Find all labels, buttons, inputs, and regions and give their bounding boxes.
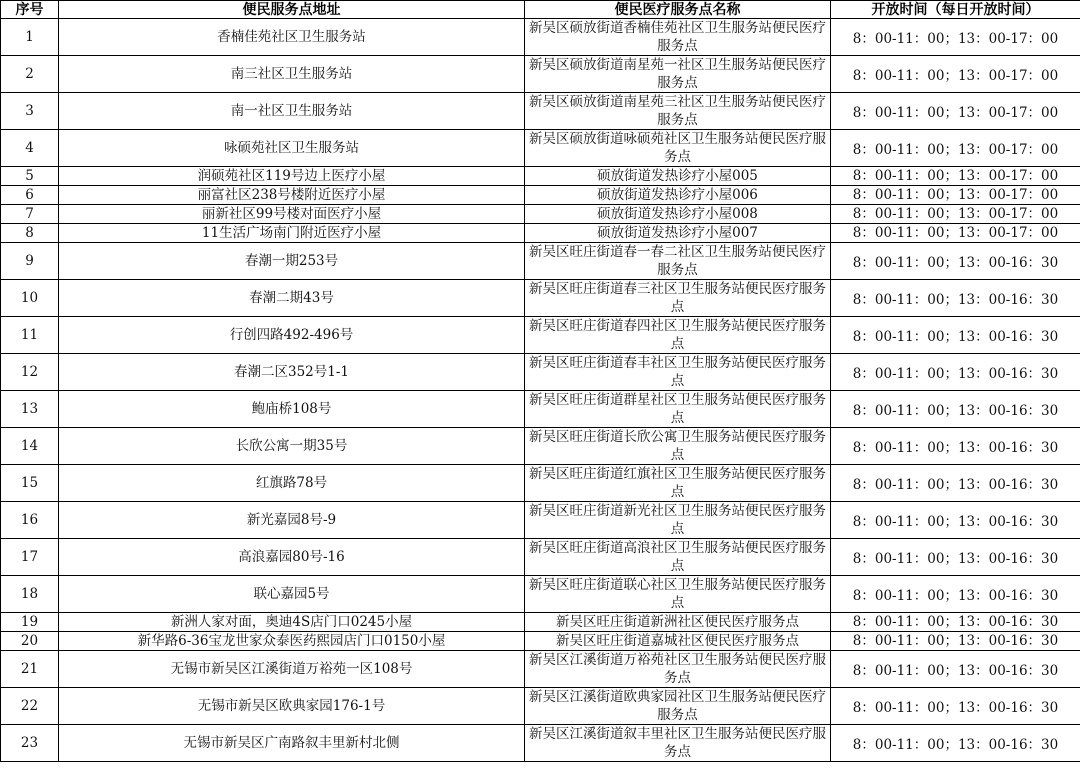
cell-opening-hours: 8：00-11：00；13：00-17：00 xyxy=(831,167,1080,186)
cell-service-point-name: 新吴区江溪街道万裕苑社区卫生服务站便民医疗服务点 xyxy=(525,651,831,688)
cell-address: 咏硕苑社区卫生服务站 xyxy=(59,130,525,167)
table-row xyxy=(1,502,1080,539)
table-row xyxy=(1,130,1080,167)
cell-address: 高浪嘉园80号-16 xyxy=(59,539,525,576)
table-row xyxy=(1,688,1080,725)
cell-address: 新洲人家对面，奥迪4S店门口0245小屋 xyxy=(59,613,525,632)
cell-index: 21 xyxy=(1,651,59,688)
cell-opening-hours: 8：00-11：00；13：00-17：00 xyxy=(831,130,1080,167)
cell-opening-hours: 8：00-11：00；13：00-16：30 xyxy=(831,428,1080,465)
table-row xyxy=(1,539,1080,576)
table-row xyxy=(1,725,1080,762)
cell-address: 丽富社区238号楼附近医疗小屋 xyxy=(59,186,525,205)
cell-service-point-name: 新吴区旺庄街道春三社区卫生服务站便民医疗服务点 xyxy=(525,280,831,317)
cell-service-point-name: 新吴区旺庄街道高浪社区卫生服务站便民医疗服务点 xyxy=(525,539,831,576)
table-row xyxy=(1,576,1080,613)
cell-address: 11生活广场南门附近医疗小屋 xyxy=(59,224,525,243)
cell-address: 丽新社区99号楼对面医疗小屋 xyxy=(59,205,525,224)
cell-opening-hours: 8：00-11：00；13：00-16：30 xyxy=(831,688,1080,725)
cell-opening-hours: 8：00-11：00；13：00-16：30 xyxy=(831,354,1080,391)
cell-index: 3 xyxy=(1,93,59,130)
cell-opening-hours: 8：00-11：00；13：00-17：00 xyxy=(831,19,1080,56)
cell-opening-hours: 8：00-11：00；13：00-16：30 xyxy=(831,317,1080,354)
cell-index: 18 xyxy=(1,576,59,613)
table-row xyxy=(1,465,1080,502)
cell-index: 16 xyxy=(1,502,59,539)
cell-address: 新光嘉园8号-9 xyxy=(59,502,525,539)
cell-address: 春潮一期253号 xyxy=(59,243,525,280)
cell-service-point-name: 硕放街道发热诊疗小屋007 xyxy=(525,224,831,243)
cell-opening-hours: 8：00-11：00；13：00-17：00 xyxy=(831,205,1080,224)
cell-index: 11 xyxy=(1,317,59,354)
table-row xyxy=(1,613,1080,632)
cell-address: 润硕苑社区119号边上医疗小屋 xyxy=(59,167,525,186)
cell-opening-hours: 8：00-11：00；13：00-16：30 xyxy=(831,243,1080,280)
cell-opening-hours: 8：00-11：00；13：00-16：30 xyxy=(831,632,1080,651)
cell-opening-hours: 8：00-11：00；13：00-17：00 xyxy=(831,186,1080,205)
cell-service-point-name: 新吴区旺庄街道春一春二社区卫生服务站便民医疗服务点 xyxy=(525,243,831,280)
cell-address: 南三社区卫生服务站 xyxy=(59,56,525,93)
table-header-row xyxy=(1,1,1080,19)
header-index: 序号 xyxy=(1,1,59,19)
cell-opening-hours: 8：00-11：00；13：00-17：00 xyxy=(831,93,1080,130)
cell-opening-hours: 8：00-11：00；13：00-16：30 xyxy=(831,725,1080,762)
table-row xyxy=(1,632,1080,651)
cell-service-point-name: 新吴区硕放街道香楠佳苑社区卫生服务站便民医疗服务点 xyxy=(525,19,831,56)
cell-index: 17 xyxy=(1,539,59,576)
table-row xyxy=(1,93,1080,130)
table-row xyxy=(1,428,1080,465)
cell-index: 22 xyxy=(1,688,59,725)
cell-address: 长欣公寓一期35号 xyxy=(59,428,525,465)
cell-index: 7 xyxy=(1,205,59,224)
cell-service-point-name: 新吴区旺庄街道新洲社区便民医疗服务点 xyxy=(525,613,831,632)
cell-opening-hours: 8：00-11：00；13：00-16：30 xyxy=(831,465,1080,502)
cell-service-point-name: 新吴区旺庄街道红旗社区卫生服务站便民医疗服务点 xyxy=(525,465,831,502)
cell-service-point-name: 硕放街道发热诊疗小屋005 xyxy=(525,167,831,186)
table-row xyxy=(1,186,1080,205)
cell-index: 12 xyxy=(1,354,59,391)
cell-address: 新华路6-36宝龙世家众泰医药熙园店门口0150小屋 xyxy=(59,632,525,651)
cell-opening-hours: 8：00-11：00；13：00-16：30 xyxy=(831,391,1080,428)
cell-address: 春潮二期43号 xyxy=(59,280,525,317)
cell-opening-hours: 8：00-11：00；13：00-17：00 xyxy=(831,224,1080,243)
header-address: 便民服务点地址 xyxy=(59,1,525,19)
cell-index: 23 xyxy=(1,725,59,762)
cell-service-point-name: 新吴区硕放街道南星苑三社区卫生服务站便民医疗服务点 xyxy=(525,93,831,130)
header-service-point-name: 便民医疗服务点名称 xyxy=(525,1,831,19)
cell-service-point-name: 新吴区旺庄街道春丰社区卫生服务站便民医疗服务点 xyxy=(525,354,831,391)
cell-service-point-name: 新吴区旺庄街道新光社区卫生服务站便民医疗服务点 xyxy=(525,502,831,539)
cell-service-point-name: 硕放街道发热诊疗小屋008 xyxy=(525,205,831,224)
cell-index: 19 xyxy=(1,613,59,632)
table-row xyxy=(1,317,1080,354)
table-row xyxy=(1,651,1080,688)
cell-address: 行创四路492-496号 xyxy=(59,317,525,354)
table-row xyxy=(1,19,1080,56)
table-row xyxy=(1,56,1080,93)
cell-index: 1 xyxy=(1,19,59,56)
cell-service-point-name: 新吴区旺庄街道春四社区卫生服务站便民医疗服务点 xyxy=(525,317,831,354)
table-row xyxy=(1,224,1080,243)
table-body xyxy=(1,19,1080,762)
cell-address: 红旗路78号 xyxy=(59,465,525,502)
table-row xyxy=(1,167,1080,186)
cell-index: 14 xyxy=(1,428,59,465)
cell-opening-hours: 8：00-11：00；13：00-16：30 xyxy=(831,576,1080,613)
cell-index: 8 xyxy=(1,224,59,243)
cell-service-point-name: 新吴区江溪街道叙丰里社区卫生服务站便民医疗服务点 xyxy=(525,725,831,762)
cell-address: 联心嘉园5号 xyxy=(59,576,525,613)
cell-service-point-name: 新吴区硕放街道咏硕苑社区卫生服务站便民医疗服务点 xyxy=(525,130,831,167)
cell-index: 10 xyxy=(1,280,59,317)
table-row xyxy=(1,354,1080,391)
table-row xyxy=(1,205,1080,224)
cell-opening-hours: 8：00-11：00；13：00-16：30 xyxy=(831,280,1080,317)
table-row xyxy=(1,243,1080,280)
cell-index: 13 xyxy=(1,391,59,428)
cell-address: 鲍庙桥108号 xyxy=(59,391,525,428)
table-row xyxy=(1,280,1080,317)
cell-service-point-name: 新吴区旺庄街道长欣公寓卫生服务站便民医疗服务点 xyxy=(525,428,831,465)
cell-address: 香楠佳苑社区卫生服务站 xyxy=(59,19,525,56)
cell-index: 4 xyxy=(1,130,59,167)
cell-index: 15 xyxy=(1,465,59,502)
cell-opening-hours: 8：00-11：00；13：00-16：30 xyxy=(831,539,1080,576)
cell-opening-hours: 8：00-11：00；13：00-16：30 xyxy=(831,502,1080,539)
cell-service-point-name: 新吴区江溪街道欧典家园社区卫生服务站便民医疗服务点 xyxy=(525,688,831,725)
header-opening-hours: 开放时间（每日开放时间） xyxy=(831,1,1080,19)
cell-index: 2 xyxy=(1,56,59,93)
cell-opening-hours: 8：00-11：00；13：00-16：30 xyxy=(831,613,1080,632)
cell-service-point-name: 硕放街道发热诊疗小屋006 xyxy=(525,186,831,205)
cell-opening-hours: 8：00-11：00；13：00-17：00 xyxy=(831,56,1080,93)
cell-service-point-name: 新吴区硕放街道南星苑一社区卫生服务站便民医疗服务点 xyxy=(525,56,831,93)
cell-service-point-name: 新吴区旺庄街道联心社区卫生服务站便民医疗服务点 xyxy=(525,576,831,613)
cell-address: 春潮二区352号1-1 xyxy=(59,354,525,391)
cell-opening-hours: 8：00-11：00；13：00-16：30 xyxy=(831,651,1080,688)
cell-address: 无锡市新吴区欧典家园176-1号 xyxy=(59,688,525,725)
cell-address: 无锡市新吴区广南路叙丰里新村北侧 xyxy=(59,725,525,762)
cell-address: 南一社区卫生服务站 xyxy=(59,93,525,130)
cell-index: 6 xyxy=(1,186,59,205)
cell-service-point-name: 新吴区旺庄街道嘉城社区便民医疗服务点 xyxy=(525,632,831,651)
cell-index: 5 xyxy=(1,167,59,186)
cell-index: 9 xyxy=(1,243,59,280)
cell-service-point-name: 新吴区旺庄街道群星社区卫生服务站便民医疗服务点 xyxy=(525,391,831,428)
cell-address: 无锡市新吴区江溪街道万裕苑一区108号 xyxy=(59,651,525,688)
table-row xyxy=(1,391,1080,428)
cell-index: 20 xyxy=(1,632,59,651)
